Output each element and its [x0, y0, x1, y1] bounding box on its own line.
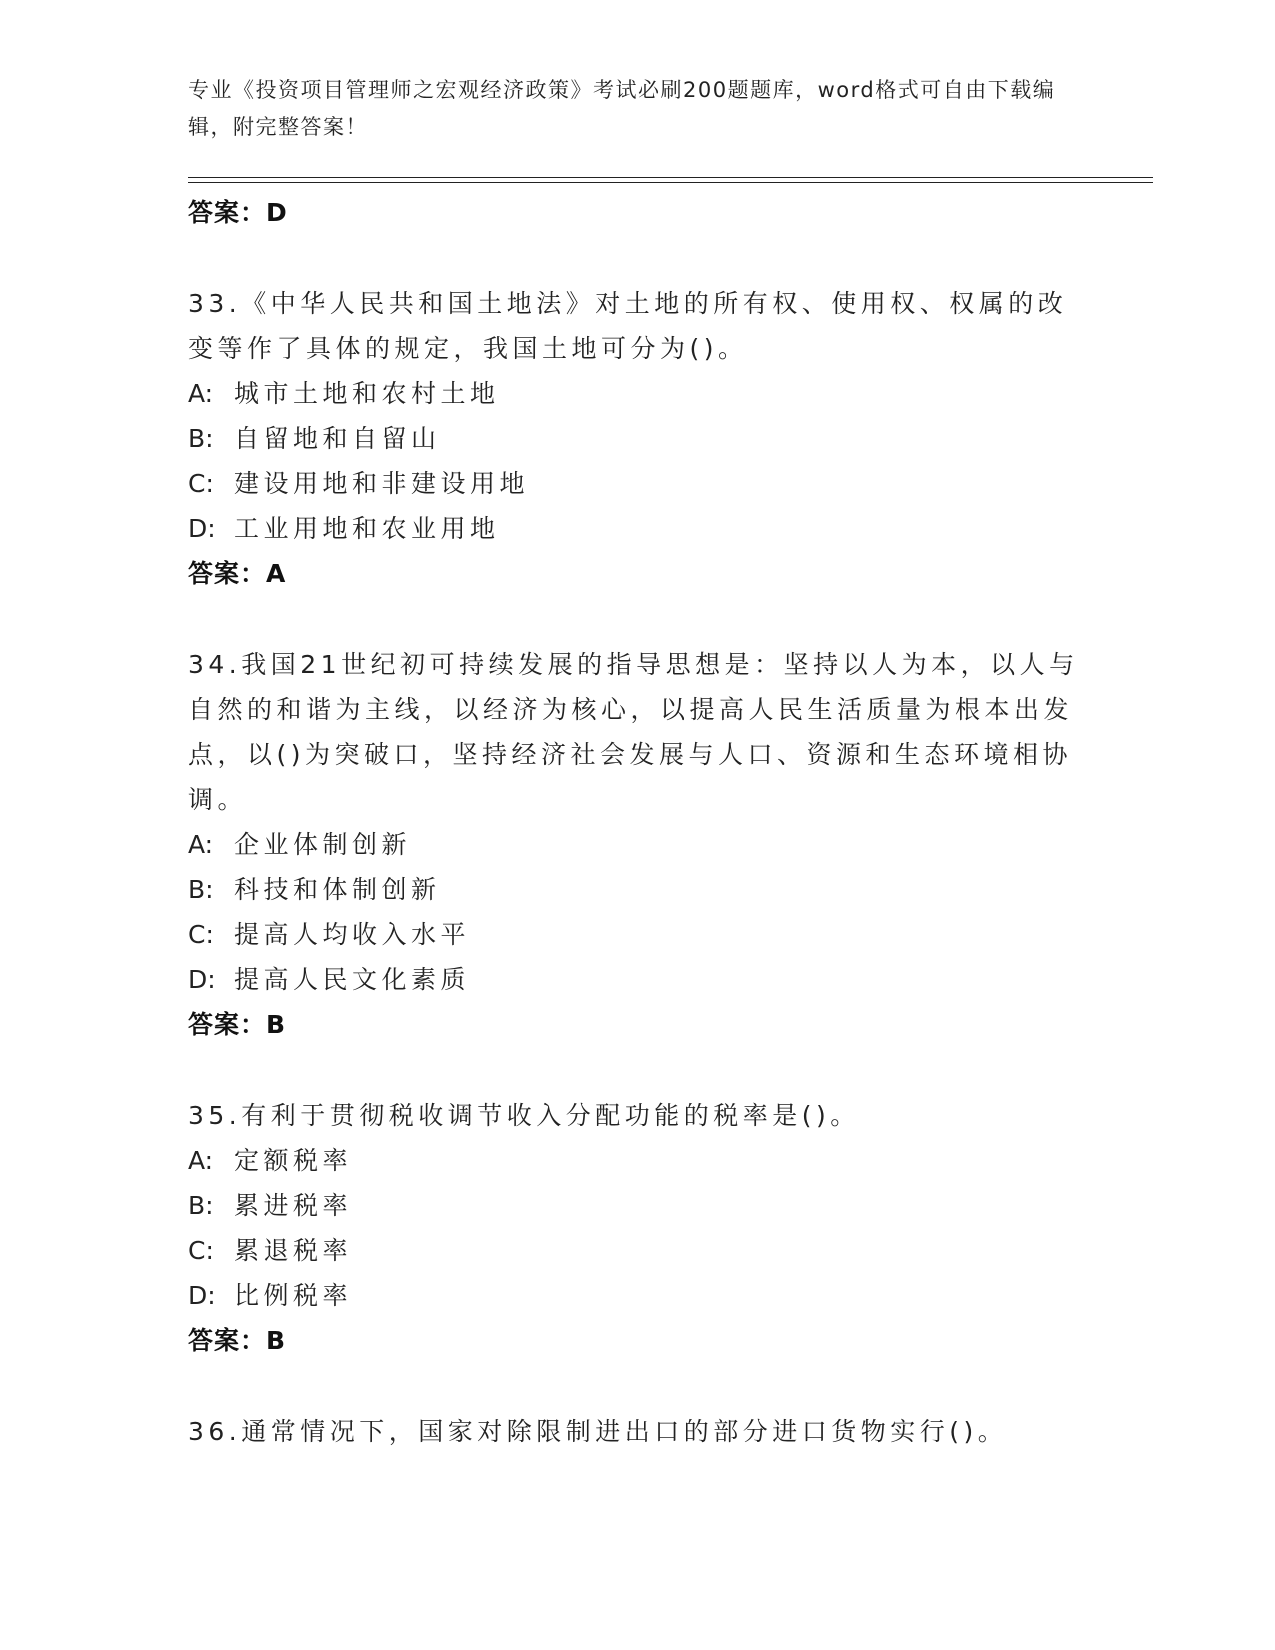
option-b	[188, 1183, 1088, 1228]
option-text: 累进税率	[234, 1191, 353, 1220]
option-b	[188, 416, 1088, 461]
answer-value: D	[266, 198, 288, 227]
option-text: 科技和体制创新	[234, 875, 441, 904]
option-c	[188, 912, 1088, 957]
answer-value: B	[266, 1010, 287, 1039]
option-d	[188, 1273, 1088, 1318]
document-header: 专业《投资项目管理师之宏观经济政策》考试必刷200题题库，word格式可自由下载编辑，附完整答案！	[188, 78, 1056, 139]
option-letter: C:	[188, 920, 214, 949]
option-letter: A:	[188, 830, 214, 859]
answer-value: A	[266, 559, 287, 588]
document-body	[188, 190, 1088, 1454]
option-text: 累退税率	[234, 1236, 353, 1265]
header-divider	[188, 177, 1153, 183]
option-text: 比例税率	[234, 1281, 353, 1310]
option-text: 建设用地和非建设用地	[234, 469, 530, 498]
option-d	[188, 506, 1088, 551]
option-text: 城市土地和农村土地	[234, 379, 500, 408]
option-letter: A:	[188, 1146, 214, 1175]
option-d	[188, 957, 1088, 1002]
option-letter: B:	[188, 875, 214, 904]
option-text: 企业体制创新	[234, 830, 412, 859]
option-text: 定额税率	[234, 1146, 353, 1175]
option-letter: D:	[188, 514, 216, 543]
answer-value: B	[266, 1326, 287, 1355]
question-block	[188, 642, 1088, 1047]
option-letter: C:	[188, 469, 214, 498]
answer-label: 答案：	[188, 1010, 267, 1039]
question-text: 36.通常情况下，国家对除限制进出口的部分进口货物实行()。	[188, 1417, 1008, 1446]
answer-line	[188, 551, 1088, 596]
option-b	[188, 867, 1088, 912]
option-letter: D:	[188, 965, 216, 994]
option-text: 工业用地和农业用地	[234, 514, 500, 543]
answer-line	[188, 1002, 1088, 1047]
option-text: 提高人均收入水平	[234, 920, 471, 949]
answer-label: 答案：	[188, 1326, 267, 1355]
question-block	[188, 281, 1088, 596]
option-letter: A:	[188, 379, 214, 408]
answer-label: 答案：	[188, 559, 267, 588]
option-letter: D:	[188, 1281, 216, 1310]
question-text: 34.我国21世纪初可持续发展的指导思想是：坚持以人为本，以人与自然的和谐为主线，以经济为核心，以提高人民生活质量为根本出发点，以()为突破口，坚持经济社会发展与人口、资源和生态环境相协调。	[188, 650, 1079, 814]
option-letter: C:	[188, 1236, 214, 1265]
option-letter: B:	[188, 424, 214, 453]
option-letter: B:	[188, 1191, 214, 1220]
option-c	[188, 1228, 1088, 1273]
answer-label: 答案：	[188, 198, 267, 227]
question-block	[188, 1093, 1088, 1363]
option-text: 自留地和自留山	[234, 424, 441, 453]
option-a	[188, 822, 1088, 867]
answer-line	[188, 190, 1088, 235]
option-a	[188, 1138, 1088, 1183]
question-text: 35.有利于贯彻税收调节收入分配功能的税率是()。	[188, 1101, 860, 1130]
answer-line	[188, 1318, 1088, 1363]
option-c	[188, 461, 1088, 506]
question-text: 33.《中华人民共和国土地法》对土地的所有权、使用权、权属的改变等作了具体的规定，我国土地可分为()。	[188, 289, 1068, 363]
question-block	[188, 1409, 1088, 1454]
option-a	[188, 371, 1088, 416]
option-text: 提高人民文化素质	[234, 965, 471, 994]
